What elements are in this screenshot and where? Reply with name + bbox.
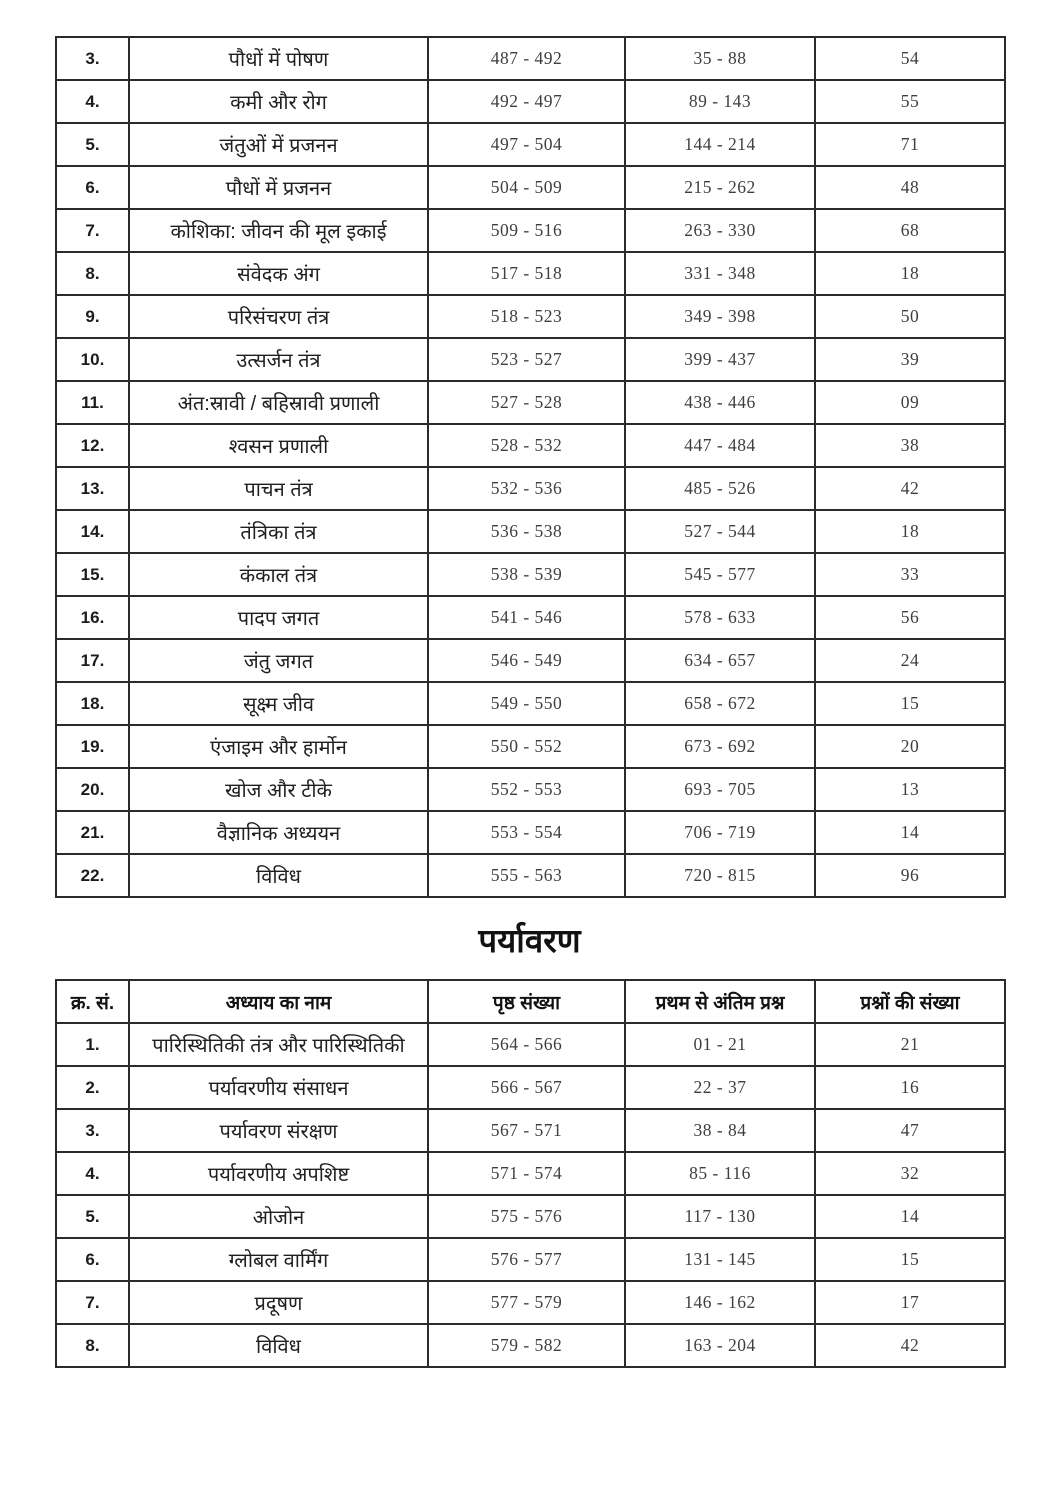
- page-range-cell: 546 - 549: [428, 639, 625, 682]
- table-row: [56, 1281, 1005, 1324]
- page-range-cell: 532 - 536: [428, 467, 625, 510]
- page-range-cell: 566 - 567: [428, 1066, 625, 1109]
- question-count-cell: 15: [815, 682, 1005, 725]
- table-row: [56, 80, 1005, 123]
- question-range-cell: 163 - 204: [625, 1324, 815, 1367]
- table-header-row: [56, 980, 1005, 1023]
- question-range-cell: 693 - 705: [625, 768, 815, 811]
- page-range-cell: 564 - 566: [428, 1023, 625, 1066]
- question-range-cell: 438 - 446: [625, 381, 815, 424]
- serial-number-cell: 19.: [56, 725, 129, 768]
- page-range-cell: 550 - 552: [428, 725, 625, 768]
- question-count-cell: 18: [815, 510, 1005, 553]
- page-range-cell: 517 - 518: [428, 252, 625, 295]
- chapter-name-cell: विविध: [129, 1324, 428, 1367]
- serial-number-cell: 21.: [56, 811, 129, 854]
- serial-number-cell: 4.: [56, 80, 129, 123]
- chapter-name-cell: अंत:स्रावी / बहिस्रावी प्रणाली: [129, 381, 428, 424]
- question-count-cell: 68: [815, 209, 1005, 252]
- chapter-name-cell: पर्यावरणीय संसाधन: [129, 1066, 428, 1109]
- page-range-cell: 541 - 546: [428, 596, 625, 639]
- table-row: [56, 1152, 1005, 1195]
- chapter-name-cell: ग्लोबल वार्मिंग: [129, 1238, 428, 1281]
- question-count-cell: 32: [815, 1152, 1005, 1195]
- question-count-cell: 47: [815, 1109, 1005, 1152]
- question-range-cell: 146 - 162: [625, 1281, 815, 1324]
- table-row: [56, 467, 1005, 510]
- question-count-cell: 50: [815, 295, 1005, 338]
- question-range-cell: 144 - 214: [625, 123, 815, 166]
- question-count-cell: 56: [815, 596, 1005, 639]
- table-row: [56, 596, 1005, 639]
- question-range-cell: 35 - 88: [625, 37, 815, 80]
- question-count-cell: 20: [815, 725, 1005, 768]
- question-range-cell: 634 - 657: [625, 639, 815, 682]
- chapter-name-cell: खोज और टीके: [129, 768, 428, 811]
- question-range-cell: 85 - 116: [625, 1152, 815, 1195]
- question-range-cell: 331 - 348: [625, 252, 815, 295]
- chapter-name-cell: वैज्ञानिक अध्ययन: [129, 811, 428, 854]
- page-range-cell: 504 - 509: [428, 166, 625, 209]
- chapter-name-cell: तंत्रिका तंत्र: [129, 510, 428, 553]
- question-range-cell: 447 - 484: [625, 424, 815, 467]
- header-chapter-name: अध्याय का नाम: [129, 980, 428, 1023]
- question-count-cell: 54: [815, 37, 1005, 80]
- page-range-cell: 553 - 554: [428, 811, 625, 854]
- question-range-cell: 720 - 815: [625, 854, 815, 897]
- table-row: [56, 510, 1005, 553]
- page-range-cell: 549 - 550: [428, 682, 625, 725]
- serial-number-cell: 11.: [56, 381, 129, 424]
- question-count-cell: 42: [815, 467, 1005, 510]
- question-range-cell: 673 - 692: [625, 725, 815, 768]
- science-chapters-table: [55, 36, 1006, 898]
- table-row: [56, 1238, 1005, 1281]
- environment-chapters-table-body: [56, 1023, 1005, 1367]
- serial-number-cell: 8.: [56, 1324, 129, 1367]
- question-count-cell: 42: [815, 1324, 1005, 1367]
- page-range-cell: 528 - 532: [428, 424, 625, 467]
- page-range-cell: 527 - 528: [428, 381, 625, 424]
- table-row: [56, 166, 1005, 209]
- serial-number-cell: 8.: [56, 252, 129, 295]
- table-row: [56, 295, 1005, 338]
- page-range-cell: 518 - 523: [428, 295, 625, 338]
- chapter-name-cell: पारिस्थितिकी तंत्र और पारिस्थितिकी: [129, 1023, 428, 1066]
- question-count-cell: 09: [815, 381, 1005, 424]
- page-range-cell: 579 - 582: [428, 1324, 625, 1367]
- page-range-cell: 571 - 574: [428, 1152, 625, 1195]
- question-range-cell: 89 - 143: [625, 80, 815, 123]
- page-range-cell: 492 - 497: [428, 80, 625, 123]
- chapter-name-cell: पर्यावरणीय अपशिष्ट: [129, 1152, 428, 1195]
- chapter-name-cell: ओजोन: [129, 1195, 428, 1238]
- chapter-name-cell: कमी और रोग: [129, 80, 428, 123]
- serial-number-cell: 7.: [56, 1281, 129, 1324]
- serial-number-cell: 15.: [56, 553, 129, 596]
- chapter-name-cell: श्वसन प्रणाली: [129, 424, 428, 467]
- serial-number-cell: 4.: [56, 1152, 129, 1195]
- question-range-cell: 399 - 437: [625, 338, 815, 381]
- serial-number-cell: 12.: [56, 424, 129, 467]
- question-count-cell: 14: [815, 811, 1005, 854]
- page-range-cell: 538 - 539: [428, 553, 625, 596]
- page-range-cell: 555 - 563: [428, 854, 625, 897]
- chapter-name-cell: पर्यावरण संरक्षण: [129, 1109, 428, 1152]
- chapter-name-cell: पाचन तंत्र: [129, 467, 428, 510]
- question-count-cell: 15: [815, 1238, 1005, 1281]
- question-range-cell: 263 - 330: [625, 209, 815, 252]
- serial-number-cell: 9.: [56, 295, 129, 338]
- serial-number-cell: 5.: [56, 1195, 129, 1238]
- table-row: [56, 1195, 1005, 1238]
- table-row: [56, 1324, 1005, 1367]
- question-range-cell: 527 - 544: [625, 510, 815, 553]
- chapter-name-cell: उत्सर्जन तंत्र: [129, 338, 428, 381]
- question-count-cell: 16: [815, 1066, 1005, 1109]
- page-range-cell: 487 - 492: [428, 37, 625, 80]
- table-row: [56, 811, 1005, 854]
- table-row: [56, 682, 1005, 725]
- table-row: [56, 37, 1005, 80]
- science-chapters-table-body: [56, 37, 1005, 897]
- table-row: [56, 854, 1005, 897]
- table-row: [56, 768, 1005, 811]
- question-count-cell: 71: [815, 123, 1005, 166]
- question-range-cell: 349 - 398: [625, 295, 815, 338]
- question-range-cell: 545 - 577: [625, 553, 815, 596]
- serial-number-cell: 1.: [56, 1023, 129, 1066]
- environment-chapters-table: [55, 979, 1006, 1368]
- question-range-cell: 01 - 21: [625, 1023, 815, 1066]
- question-count-cell: 24: [815, 639, 1005, 682]
- question-count-cell: 55: [815, 80, 1005, 123]
- header-question-count: प्रश्नों की संख्या: [815, 980, 1005, 1023]
- section-title-environment: पर्यावरण: [478, 922, 581, 959]
- question-count-cell: 18: [815, 252, 1005, 295]
- chapter-name-cell: प्रदूषण: [129, 1281, 428, 1324]
- question-range-cell: 22 - 37: [625, 1066, 815, 1109]
- table-row: [56, 1109, 1005, 1152]
- header-page-number: पृष्ठ संख्या: [428, 980, 625, 1023]
- serial-number-cell: 7.: [56, 209, 129, 252]
- serial-number-cell: 22.: [56, 854, 129, 897]
- serial-number-cell: 3.: [56, 1109, 129, 1152]
- serial-number-cell: 3.: [56, 37, 129, 80]
- question-range-cell: 117 - 130: [625, 1195, 815, 1238]
- table-row: [56, 338, 1005, 381]
- page-range-cell: 567 - 571: [428, 1109, 625, 1152]
- question-count-cell: 14: [815, 1195, 1005, 1238]
- question-range-cell: 131 - 145: [625, 1238, 815, 1281]
- question-count-cell: 38: [815, 424, 1005, 467]
- table-row: [56, 1023, 1005, 1066]
- serial-number-cell: 2.: [56, 1066, 129, 1109]
- chapter-name-cell: सूक्ष्म जीव: [129, 682, 428, 725]
- serial-number-cell: 6.: [56, 166, 129, 209]
- question-range-cell: 38 - 84: [625, 1109, 815, 1152]
- serial-number-cell: 16.: [56, 596, 129, 639]
- chapter-name-cell: परिसंचरण तंत्र: [129, 295, 428, 338]
- chapter-name-cell: कंकाल तंत्र: [129, 553, 428, 596]
- chapter-name-cell: जंतुओं में प्रजनन: [129, 123, 428, 166]
- table-row: [56, 381, 1005, 424]
- question-count-cell: 96: [815, 854, 1005, 897]
- page-range-cell: 577 - 579: [428, 1281, 625, 1324]
- question-count-cell: 33: [815, 553, 1005, 596]
- table-row: [56, 553, 1005, 596]
- serial-number-cell: 20.: [56, 768, 129, 811]
- chapter-name-cell: संवेदक अंग: [129, 252, 428, 295]
- table-row: [56, 252, 1005, 295]
- chapter-name-cell: पादप जगत: [129, 596, 428, 639]
- chapter-name-cell: विविध: [129, 854, 428, 897]
- chapter-name-cell: पौधों में प्रजनन: [129, 166, 428, 209]
- chapter-name-cell: पौधों में पोषण: [129, 37, 428, 80]
- page-range-cell: 536 - 538: [428, 510, 625, 553]
- question-count-cell: 17: [815, 1281, 1005, 1324]
- page-range-cell: 576 - 577: [428, 1238, 625, 1281]
- chapter-name-cell: कोशिका: जीवन की मूल इकाई: [129, 209, 428, 252]
- question-range-cell: 658 - 672: [625, 682, 815, 725]
- page-range-cell: 523 - 527: [428, 338, 625, 381]
- header-serial-number: क्र. सं.: [56, 980, 129, 1023]
- serial-number-cell: 17.: [56, 639, 129, 682]
- question-count-cell: 21: [815, 1023, 1005, 1066]
- table-row: [56, 209, 1005, 252]
- serial-number-cell: 13.: [56, 467, 129, 510]
- serial-number-cell: 10.: [56, 338, 129, 381]
- question-range-cell: 215 - 262: [625, 166, 815, 209]
- serial-number-cell: 5.: [56, 123, 129, 166]
- page-range-cell: 509 - 516: [428, 209, 625, 252]
- table-row: [56, 424, 1005, 467]
- serial-number-cell: 6.: [56, 1238, 129, 1281]
- table-row: [56, 1066, 1005, 1109]
- question-count-cell: 39: [815, 338, 1005, 381]
- question-count-cell: 48: [815, 166, 1005, 209]
- table-row: [56, 123, 1005, 166]
- question-range-cell: 485 - 526: [625, 467, 815, 510]
- chapter-name-cell: एंजाइम और हार्मोन: [129, 725, 428, 768]
- page-range-cell: 497 - 504: [428, 123, 625, 166]
- serial-number-cell: 14.: [56, 510, 129, 553]
- table-row: [56, 725, 1005, 768]
- chapter-name-cell: जंतु जगत: [129, 639, 428, 682]
- question-count-cell: 13: [815, 768, 1005, 811]
- page-range-cell: 552 - 553: [428, 768, 625, 811]
- header-question-range: प्रथम से अंतिम प्रश्न: [625, 980, 815, 1023]
- table-row: [56, 639, 1005, 682]
- page-range-cell: 575 - 576: [428, 1195, 625, 1238]
- question-range-cell: 706 - 719: [625, 811, 815, 854]
- serial-number-cell: 18.: [56, 682, 129, 725]
- question-range-cell: 578 - 633: [625, 596, 815, 639]
